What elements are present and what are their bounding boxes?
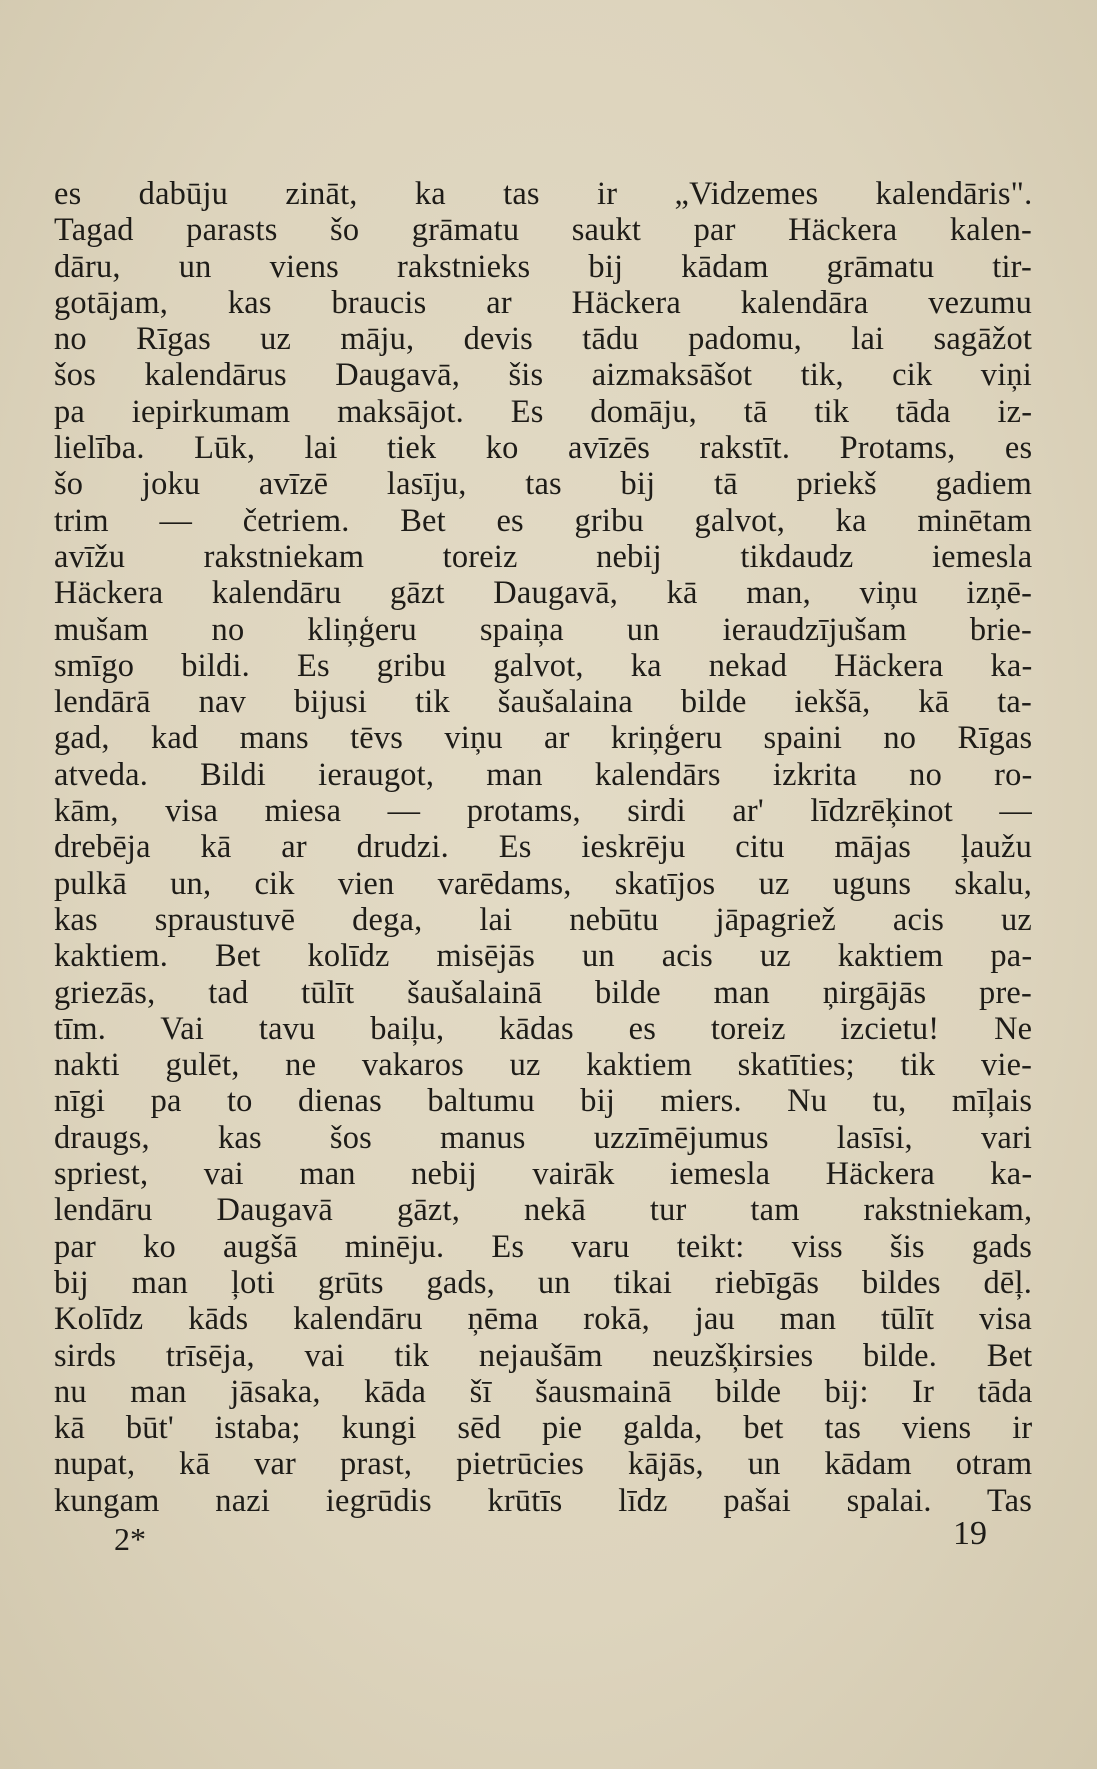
text-line: šo joku avīzē lasīju, tas bij tā priekš gadiem bbox=[54, 466, 1032, 503]
text-line: kas spraustuvē dega, lai nebūtu jāpagriež acis uz bbox=[54, 901, 1032, 938]
text-line: Kolīdz kāds kalendāru ņēma rokā, jau man tūlīt visa bbox=[54, 1301, 1032, 1338]
text-line: nu man jāsaka, kāda šī šausmainā bilde bij: Ir tāda bbox=[54, 1373, 1032, 1410]
text-line: pa iepirkumam maksājot. Es domāju, tā tik tāda iz- bbox=[54, 393, 1032, 430]
text-line: kā būt' istaba; kungi sēd pie galda, bet tas viens ir bbox=[54, 1410, 1032, 1447]
text-line: pulkā un, cik vien varēdams, skatījos uz uguns skalu, bbox=[54, 865, 1032, 902]
text-line: nupat, kā var prast, pietrūcies kājās, un kādam otram bbox=[54, 1446, 1032, 1483]
text-line: avīžu rakstniekam toreiz nebij tikdaudz iemesla bbox=[54, 538, 1032, 575]
text-line: lendāru Daugavā gāzt, nekā tur tam rakstniekam, bbox=[54, 1192, 1032, 1229]
text-line: dāru, un viens rakstnieks bij kādam grāmatu tir- bbox=[54, 248, 1032, 285]
text-line: griezās, tad tūlīt šaušalainā bilde man ņirgājās pre- bbox=[54, 974, 1032, 1011]
text-line: mušam no kliņģeru spaiņa un ieraudzījušam brie- bbox=[54, 611, 1032, 648]
text-line: bij man ļoti grūts gads, un tikai riebīgās bildes dēļ. bbox=[54, 1264, 1032, 1301]
text-line: drebēja kā ar drudzi. Es ieskrēju citu mājas ļaužu bbox=[54, 829, 1032, 866]
text-line: atveda. Bildi ieraugot, man kalendārs izkrita no ro- bbox=[54, 756, 1032, 793]
text-line: par ko augšā minēju. Es varu teikt: viss šis gads bbox=[54, 1228, 1032, 1265]
text-line: tīm. Vai tavu baiļu, kādas es toreiz izcietu! Ne bbox=[54, 1010, 1032, 1047]
text-line: es dabūju zināt, ka tas ir „Vidzemes kalendāris". bbox=[54, 176, 1032, 212]
text-line: Tagad parasts šo grāmatu saukt par Häckera kalen- bbox=[54, 212, 1032, 249]
text-line: šos kalendārus Daugavā, šis aizmaksāšot tik, cik viņi bbox=[54, 357, 1032, 394]
text-line: nīgi pa to dienas baltumu bij miers. Nu tu, mīļais bbox=[54, 1083, 1032, 1120]
text-line: lielība. Lūk, lai tiek ko avīzēs rakstīt. Protams, es bbox=[54, 430, 1032, 467]
text-line: nakti gulēt, ne vakaros uz kaktiem skatīties; tik vie- bbox=[54, 1047, 1032, 1084]
page-number: 19 bbox=[953, 1515, 987, 1552]
printer-signature-mark: 2* bbox=[114, 1521, 146, 1557]
text-line: trim — četriem. Bet es gribu galvot, ka minētam bbox=[54, 502, 1032, 539]
text-line: kungam nazi iegrūdis krūtīs līdz pašai spalai. Tas bbox=[54, 1482, 1032, 1519]
text-line: no Rīgas uz māju, devis tādu padomu, lai sagāžot bbox=[54, 321, 1032, 358]
text-line: smīgo bildi. Es gribu galvot, ka nekad Häckera ka- bbox=[54, 647, 1032, 684]
text-line: draugs, kas šos manus uzzīmējumus lasīsi, vari bbox=[54, 1119, 1032, 1156]
text-line: lendārā nav bijusi tik šaušalaina bilde iekšā, kā ta- bbox=[54, 684, 1032, 721]
text-line: Häckera kalendāru gāzt Daugavā, kā man, viņu izņē- bbox=[54, 575, 1032, 612]
text-line: gotājam, kas braucis ar Häckera kalendāra vezumu bbox=[54, 284, 1032, 321]
text-line: gad, kad mans tēvs viņu ar kriņģeru spaini no Rīgas bbox=[54, 720, 1032, 757]
text-line: kām, visa miesa — protams, sirdi ar' līdzrēķinot — bbox=[54, 793, 1032, 830]
text-line: sirds trīsēja, vai tik nejaušām neuzšķirsies bilde. Bet bbox=[54, 1337, 1032, 1374]
text-line: kaktiem. Bet kolīdz misējās un acis uz kaktiem pa- bbox=[54, 938, 1032, 975]
text-line: spriest, vai man nebij vairāk iemesla Häckera ka- bbox=[54, 1156, 1032, 1193]
page-footer bbox=[110, 1515, 987, 1561]
body-text bbox=[54, 176, 1032, 1519]
